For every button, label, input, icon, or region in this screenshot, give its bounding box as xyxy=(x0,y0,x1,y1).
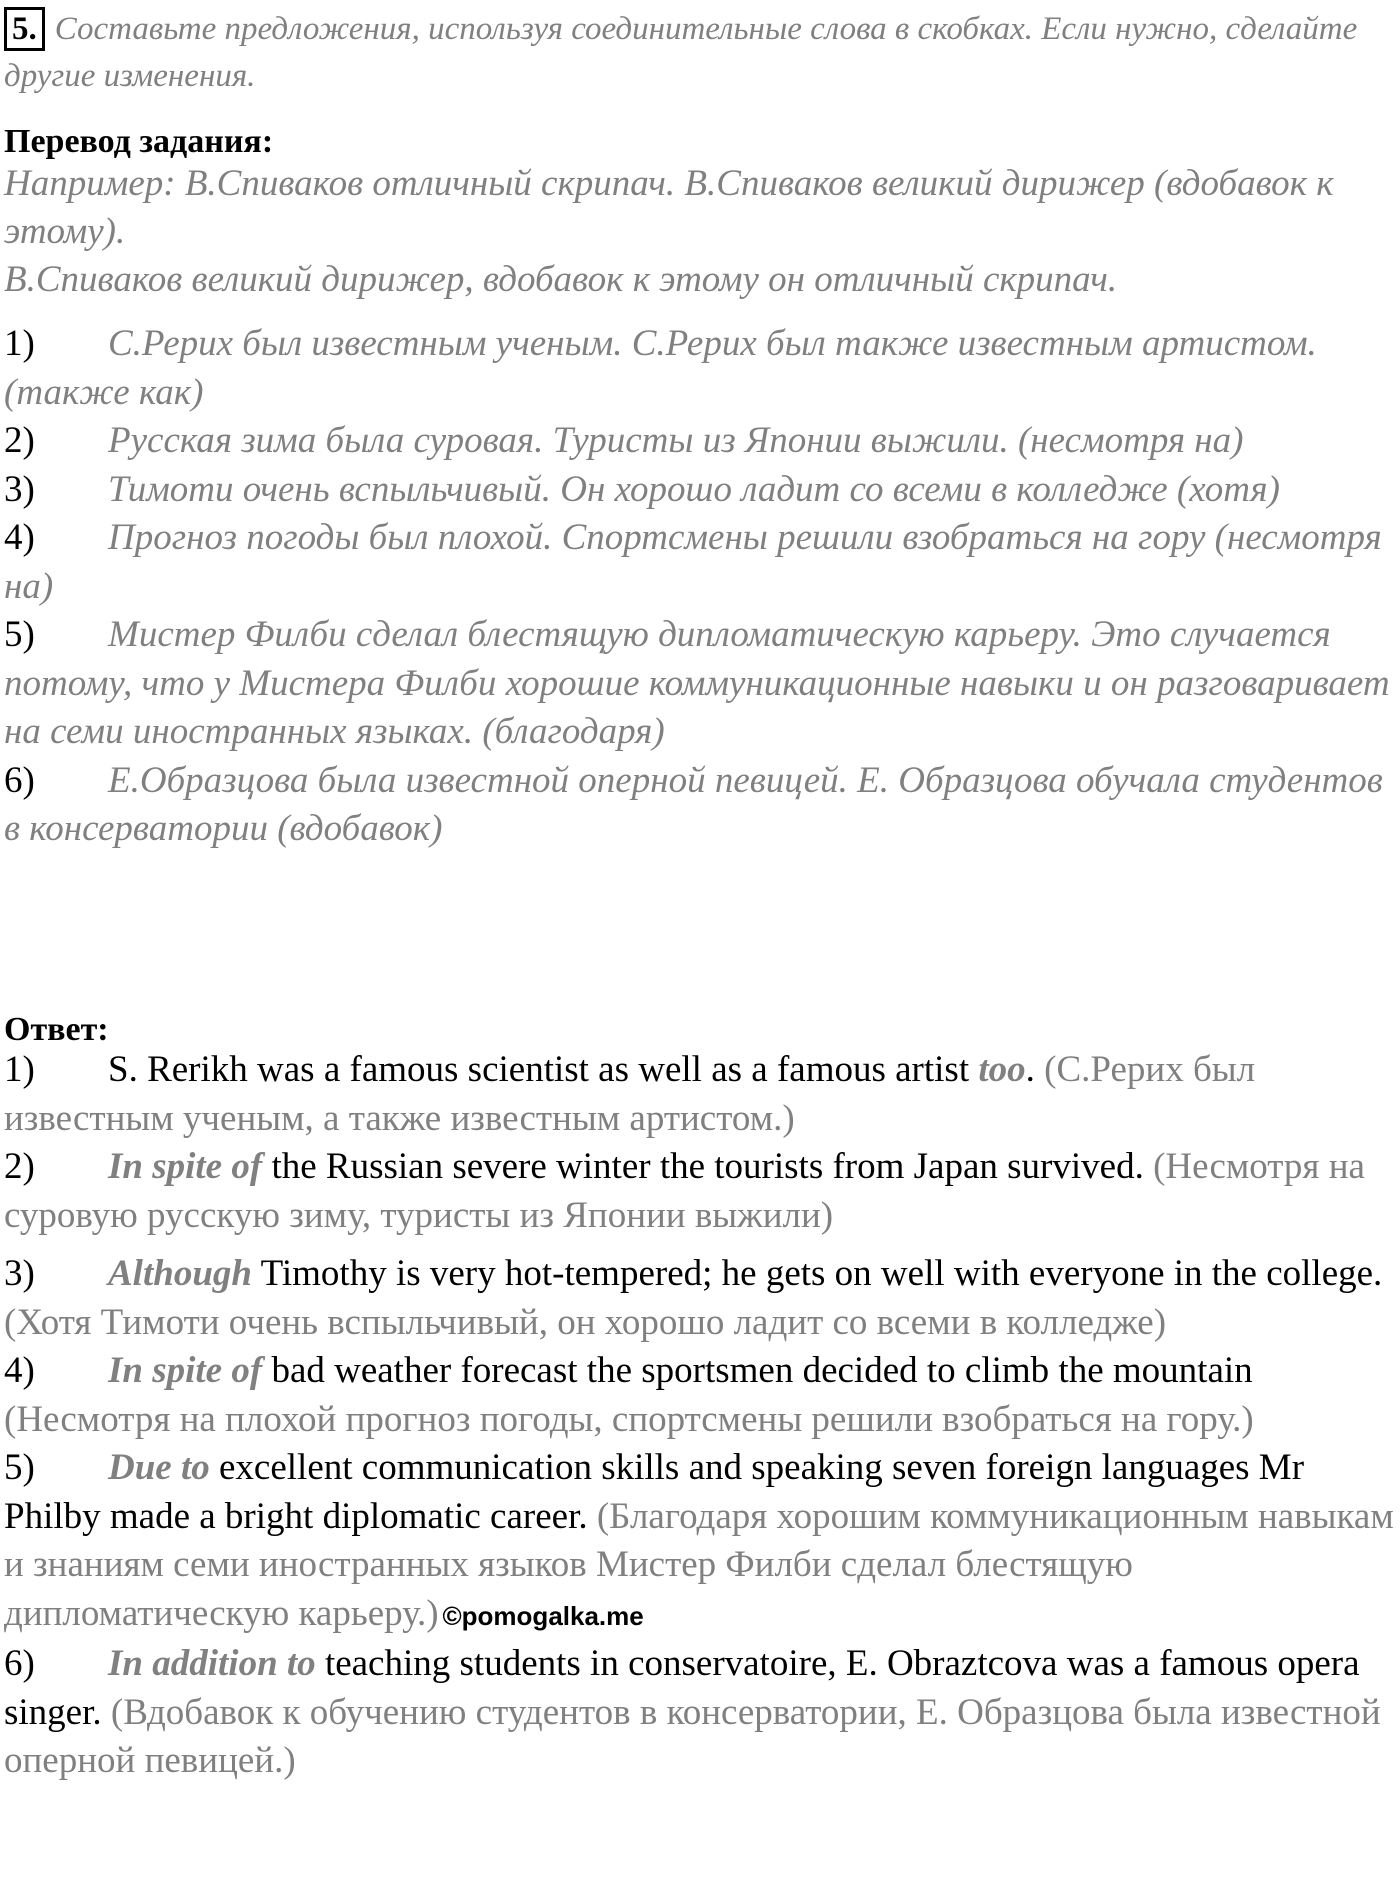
item-number: 4) xyxy=(4,1350,35,1391)
answer-english: bad weather forecast the sportsmen decided to climb the mountain xyxy=(262,1350,1253,1391)
task-instruction: Составьте предложения, используя соединительные слова в скобках. Если нужно, сделайте другие изменения. xyxy=(4,11,1358,94)
answer-keyword: Due to xyxy=(108,1447,210,1488)
answer-russian: (С.Рерих был известным ученым, а также известным артистом.) xyxy=(4,1049,1256,1139)
example-line-1: Например: В.Спиваков отличный скрипач. В.Спиваков великий дирижер (вдобавок к этому). xyxy=(4,163,1334,252)
translation-item xyxy=(4,514,1398,611)
watermark: ©pomogalka.me xyxy=(442,1600,644,1631)
answer-russian: (Вдобавок к обучению студентов в консерватории, Е. Образцова была известной оперной певицей.) xyxy=(4,1691,1381,1781)
translation-example xyxy=(4,160,1396,304)
item-number: 1) xyxy=(4,1049,35,1090)
item-text: С.Рерих был известным ученым. С.Рерих был также известным артистом. (также как) xyxy=(4,323,1317,413)
translation-item xyxy=(4,417,1398,466)
item-number: 3) xyxy=(4,468,35,510)
answer-heading: Ответ: xyxy=(4,1011,109,1048)
item-number: 4) xyxy=(4,517,35,558)
translation-item xyxy=(4,466,1398,515)
answer-keyword: In spite of xyxy=(108,1350,263,1391)
answer-russian: (Хотя Тимоти очень вспыльчивый, он хорошо ладит со всеми в колледже) xyxy=(4,1301,1167,1343)
answer-english: Timothy is very hot-tempered; he gets on well with everyone in the college. xyxy=(251,1253,1383,1294)
answer-english: excellent communication skills and speaking seven foreign languages Mr Philby made a bright diplomatic career. xyxy=(4,1447,1305,1537)
answer-keyword: In spite of xyxy=(108,1146,263,1187)
example-line-2: В.Спиваков великий дирижер, вдобавок к этому он отличный скрипач. xyxy=(4,259,1118,300)
item-number: 3) xyxy=(4,1253,35,1294)
item-number: 5) xyxy=(4,1447,35,1488)
answer-english: the Russian severe winter the tourists from Japan survived. xyxy=(262,1146,1144,1187)
translation-list xyxy=(4,320,1398,854)
answer-item xyxy=(4,1143,1398,1240)
translation-item xyxy=(4,320,1398,417)
answer-list xyxy=(4,1046,1398,1786)
item-text: Тимоти очень вспыльчивый. Он хорошо ладит со всеми в колледже (хотя) xyxy=(108,468,1280,510)
answer-english: . xyxy=(1025,1049,1035,1090)
item-text: Прогноз погоды был плохой. Спортсмены решили взобраться на гору (несмотря на) xyxy=(4,517,1382,607)
answer-russian: (Несмотря на суровую русскую зиму, туристы из Японии выжили) xyxy=(4,1146,1365,1236)
answer-item xyxy=(4,1250,1398,1347)
item-number: 2) xyxy=(4,420,35,461)
task-number: 5. xyxy=(4,7,45,51)
translation-item xyxy=(4,757,1398,854)
item-number: 1) xyxy=(4,323,35,364)
item-number: 6) xyxy=(4,759,35,801)
answer-keyword: In addition to xyxy=(108,1643,316,1684)
item-text: Е.Образцова была известной оперной певицей. Е. Образцова обучала студентов в консерватории (вдобавок) xyxy=(4,759,1383,849)
answer-russian: (Благодаря хорошим коммуникационным навыкам и знаниям семи иностранных языков Мистер Филби сделал блестящую дипломатическую карьеру.) xyxy=(4,1495,1394,1634)
translation-heading: Перевод задания: xyxy=(4,123,274,160)
answer-item xyxy=(4,1640,1398,1786)
task-header xyxy=(4,6,1394,100)
answer-keyword: Although xyxy=(108,1253,252,1294)
translation-item xyxy=(4,611,1398,757)
item-text: Мистер Филби сделал блестящую дипломатическую карьеру. Это случается потому, что у Мистера Филби хорошие коммуникационные навыки и он разговаривает на семи иностранных языках. (благодаря) xyxy=(4,614,1390,752)
answer-keyword: too xyxy=(978,1049,1026,1090)
answer-english: teaching students in conservatoire, E. Obraztcova was a famous opera singer. xyxy=(4,1643,1360,1733)
answer-item xyxy=(4,1347,1398,1444)
answer-item xyxy=(4,1444,1398,1640)
answer-russian: (Несмотря на плохой прогноз погоды, спортсмены решили взобраться на гору.) xyxy=(4,1398,1254,1440)
answer-english-pre: S. Rerikh was a famous scientist as well as a famous artist xyxy=(108,1049,979,1090)
item-number: 6) xyxy=(4,1643,35,1684)
item-text: Русская зима была суровая. Туристы из Японии выжили. (несмотря на) xyxy=(108,420,1244,461)
item-number: 2) xyxy=(4,1146,35,1187)
item-number: 5) xyxy=(4,614,35,655)
answer-item xyxy=(4,1046,1398,1143)
